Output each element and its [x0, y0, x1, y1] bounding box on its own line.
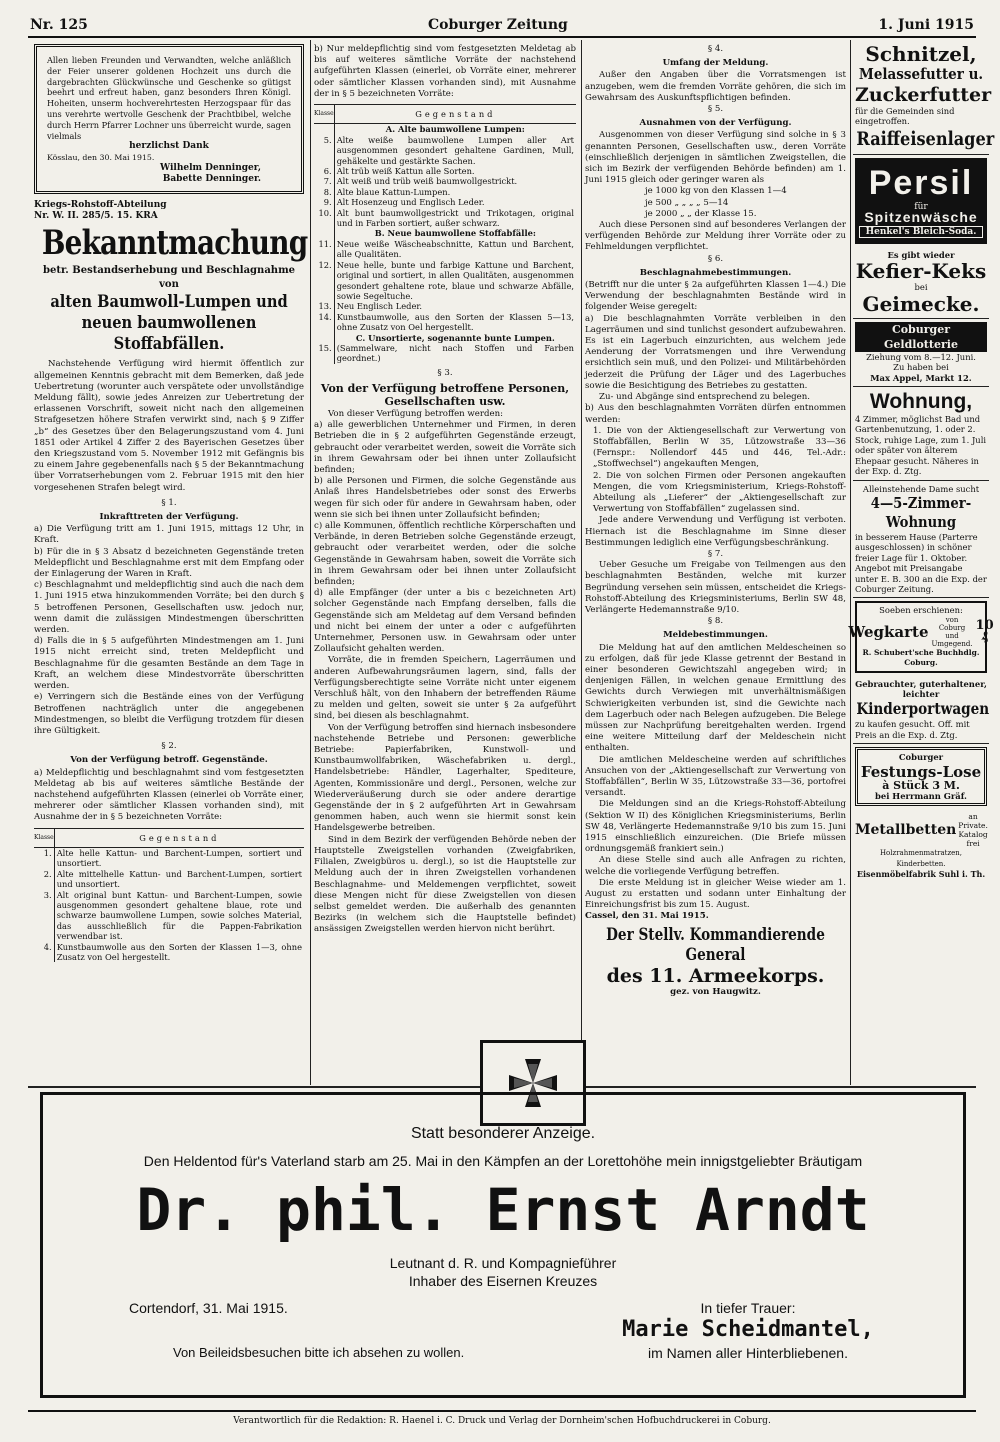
- ad-feed: [853, 40, 995, 155]
- list-item: b) alle Personen und Firmen, die solche Gegenstände aus Anlaß ihres Handelsbetriebes oder sonst des Erwerbs wegen für sich oder für andere in Gewahrsam haben, oder wenn sie sich bei ihnen unter Zollaufsicht befinden;: [314, 476, 576, 520]
- ad-text: Max Appel, Markt 12.: [870, 372, 972, 383]
- section-8-text-1: Die Meldung hat auf den amtlichen Meldescheinen so zu erfolgen, daß für jede Klasse getrennt der Bestand in einer besonderen Gewichtszahl angegeben wird; in denjenigen Fällen, in welchen genaue Ermittlung des Gewichts durch Verwiegen mit unverhältnismäßigen Schwierigkeiten verbunden ist, sind die Gewichte nach dem Lagerbuch oder nach Belegen aufzugeben. Die Belege müssen zur Nachprüfung bereitgehalten werden. Irgend eine weitere Mitteilung darf der Meldeschein nicht enthalten.: [585, 642, 846, 754]
- announcement-subtitle-2: alten Baumwoll-Lumpen und neuen baumwollenen Stoffabfällen.: [50, 292, 288, 355]
- section-3-para-1: Vorräte, die in fremden Speichern, Lagerräumen und anderen Aufbewahrungsräumen lagern, sind, falls der Verfügungsberechtigte seine Vorräte nicht unter eigenem Verschluß hält, von den Inhabern der betreffenden Räume zu melden und gelten, soweit sie unter § 2a aufgeführt sind, bei diesen als beschlagnahmt.: [314, 655, 576, 722]
- ad-wegkarte: [848, 601, 994, 672]
- memorial-place-date: Cortendorf, 31. Mai 1915.: [129, 1300, 288, 1316]
- ad-text: Ziehung vom 8.—12. Juni.: [866, 351, 976, 362]
- ad-text: in besserem Hause (Parterre ausgeschlossen) in schöner freier Lage für 1. Oktober. Angebot mit Preisangabe unter E. B. 300 an die Exp. der Coburger Zeitung.: [855, 531, 987, 594]
- section-8-text-3: Die Meldungen sind an die Kriegs-Rohstoff-Abteilung (Sektion W II) des Königlichen Kriegsministeriums, Berlin SW 48, Verlängerte Hedemannstraße 9/10 bis zum 15. Juni 1915 einschließlich einzureichen. (Die Briefe müssen ordnungsgemäß frankiert sein.): [585, 799, 846, 855]
- ad-text: für: [914, 201, 928, 212]
- table-cell: 11.: [314, 239, 334, 260]
- table-cell: 8.: [314, 187, 334, 197]
- decree-number: Nr. W. II. 285/5. 15. KRA: [34, 211, 158, 222]
- thanks-signature-2: Babette Denninger.: [162, 173, 261, 184]
- section-7-text: Ueber Gesuche um Freigabe von Teilmengen aus den beschlagnahmten Beständen, welche mit kurzer Begründung versehen sein müssen, entscheidet die Kriegs-Rohstoff-Abteilung des Kriegsministeriums, Berlin SW 48, Verlängerte Hedemannstraße 9/10.: [585, 560, 846, 615]
- memorial-rank: Leutnant d. R. und Kompagnieführer: [389, 1255, 617, 1271]
- section-6-number: § 6.: [707, 253, 724, 264]
- section-8-title: Meldebestimmungen.: [663, 630, 768, 641]
- category-b: B. Neue baumwollene Stoffabfälle:: [374, 228, 536, 239]
- section-2-number: § 2.: [161, 741, 177, 752]
- column-3: [585, 44, 846, 1084]
- section-5-number: § 5.: [707, 104, 724, 115]
- thanks-dank: herzlichst Dank: [129, 141, 209, 152]
- table-cell: 6.: [314, 166, 334, 176]
- table-header-gegenstand: Gegenstand: [334, 105, 576, 124]
- memorial-bride: Marie Scheidmantel,: [622, 1317, 874, 1342]
- section-2a-text: a) Meldepflichtig und beschlagnahmt sind vom festgesetzten Meldetag ab bis auf weiteres sämtliche Bestände der nachstehend aufgeführten Klassen (einerlei ob Vorräte einer, mehrerer oder sämtlicher Klassen vorhanden sind), mit Ausnahme der in § 5 bezeichneten Vorräte:: [34, 767, 304, 823]
- column-2: [314, 44, 576, 1084]
- table-row: [314, 239, 576, 260]
- ad-headline: Coburger Geldlotterie: [855, 322, 987, 352]
- table-cell: 7.: [314, 176, 334, 186]
- list-item: c) Beschlagnahmt und meldepflichtig sind auch die nach dem 1. Juni 1915 etwa hinzukommenden Vorräte; bei den durch § 5 betroffenen Personen, Gesellschaften usw. jedoch nur, wenn damit die zulässigen Mindestmengen überschritten werden.: [34, 580, 304, 636]
- section-8-text-2: Die amtlichen Meldescheine werden auf schriftliches Ansuchen von der „Aktiengesellschaft zur Verwertung von Stoffabfällen“, Berlin W 35, Lützowstraße 33—36, portofrei versandt.: [585, 754, 846, 799]
- ad-headline: Melassefutter u.: [858, 65, 984, 83]
- issue-number: Nr. 125: [30, 17, 88, 33]
- table-header-gegenstand: Gegenstand: [54, 828, 304, 847]
- ad-text: bei: [914, 282, 928, 293]
- table-row: [314, 343, 576, 364]
- table-row: [34, 942, 304, 963]
- list-item: 1. Die von der Aktiengesellschaft zur Verwertung von Stoffabfällen, Berlin W 35, Lützowstraße 33—36 (Fernspr.: Nollendorf 445 und 446, Tel.-Adr.: „Stoffwechsel“) angekauften Mengen,: [593, 425, 846, 470]
- thanks-signature-1: Wilhelm Denninger,: [160, 162, 261, 173]
- table-cell: (Sammelware, nicht nach Stoffen und Farben geordnet.): [336, 342, 574, 364]
- table-cell: Alt Hosenzeug und Englisch Leder.: [336, 197, 485, 208]
- table-row: [314, 166, 576, 176]
- ad-headline: 4—5-Zimmer-Wohnung: [870, 493, 972, 531]
- column-1: [34, 44, 308, 1084]
- list-item: 2. Die von solchen Firmen oder Personen angekauften Mengen, die vom Kriegsministerium, Kriegs-Rohstoff-Abteilung als „Lieferer“ der „Aktiengesellschaft zur Verwertung von Stoffabfällen“ zugelassen sind.: [593, 470, 846, 515]
- ad-lottery: [853, 319, 989, 387]
- section-3-intro: Von dieser Verfügung betroffen werden:: [328, 408, 504, 419]
- ad-kinderwagen: [853, 676, 989, 745]
- paper-title: Coburger Zeitung: [428, 17, 568, 33]
- list-item: je 1000 kg von den Klassen 1—4: [645, 186, 787, 197]
- list-item: b) Für die in § 3 Absatz d bezeichneten Gegenstände treten Meldepflicht und Beschlagnahme erst mit dem Empfang oder der Einlagerung der Waren in Kraft.: [34, 546, 304, 580]
- table-cell: 2.: [34, 869, 54, 890]
- section-8-number: § 8.: [707, 616, 724, 627]
- ad-headline: Zuckerfutter: [855, 84, 992, 106]
- decree-place-date: Cassel, den 31. Mai 1915.: [585, 911, 709, 922]
- signature-general: Der Stellv. Kommandierende General: [606, 924, 825, 965]
- section-1-number: § 1.: [161, 497, 177, 508]
- section-3-number: § 3.: [437, 367, 453, 378]
- section-3-list: [314, 420, 576, 655]
- table-row: [314, 208, 576, 229]
- ad-headline: Kefier-Keks: [855, 259, 987, 284]
- ad-text: Gebrauchter, guterhaltener, leichter: [855, 678, 987, 699]
- ad-headline: Metallbetten: [855, 822, 957, 839]
- class-table-a: [34, 828, 304, 963]
- table-row: [314, 197, 576, 207]
- ad-headline: Raiffeisenlager: [856, 127, 995, 150]
- ad-headline: Kinderportwagen: [856, 699, 990, 719]
- ad-wohnung: [853, 387, 989, 480]
- memorial-name: Dr. phil. Ernst Arndt: [136, 1176, 870, 1244]
- table-row: [314, 135, 576, 166]
- section-5-list: [585, 186, 846, 220]
- section-2b-text: b) Nur meldepflichtig sind vom festgesetzten Meldetag ab bis auf weiteres sämtliche Vorräte der nachstehend aufgeführten Klassen (einerlei, ob Vorräte einer, mehrerer oder sämtlicher Klassen vorhanden sind), mit Ausnahme der in § 5 bezeichneten Vorräte:: [314, 44, 576, 99]
- list-item: d) Falls die in § 5 aufgeführten Mindestmengen am 1. Juni 1915 nicht erreicht sind, treten Meldepflicht und Beschlagnahme für die gesamten Bestände an dem Tage in Kraft, an welchem diese Mindestvorräte überschritten werden.: [34, 636, 304, 692]
- masthead: [28, 16, 976, 38]
- memorial-note: Von Beileidsbesuchen bitte ich absehen zu wollen.: [173, 1345, 465, 1360]
- ad-price: à Stück 3 M.: [882, 778, 960, 792]
- ad-text: R. Schubert'sche Buchhdlg. Coburg.: [862, 647, 980, 668]
- table-cell: Alt weiß und trüb weiß baumwollgestrickt.: [336, 176, 518, 187]
- column-rule: [581, 40, 582, 1085]
- list-item: je 2000 „ „ der Klasse 15.: [645, 208, 757, 219]
- class-table-b: [314, 104, 576, 364]
- table-header-klasse: Klasse: [34, 828, 54, 847]
- table-cell: Neue helle, bunte und farbige Kattune und Barchent, original und sortiert, in allen Qualitäten, ausgenommen gesondert gehaltene rote, blaue und schwarze Abfälle, sowie Segeltuche.: [336, 259, 574, 301]
- table-cell: Neue weiße Wäscheabschnitte, Kattun und Barchent, alle Qualitäten.: [336, 238, 574, 260]
- section-1-title: Inkrafttreten der Verfügung.: [99, 512, 239, 523]
- table-cell: 9.: [314, 197, 334, 207]
- section-5-text-2: Auch diese Personen sind auf besonderes Verlangen der verfügenden Behörde zur Meldung ihrer Vorräte oder zu Fehlmeldungen verpflichtet.: [585, 220, 846, 253]
- announcement-subtitle-1: betr. Bestandserhebung und Beschlagnahme von: [42, 265, 296, 291]
- table-cell: Kunstbaumwolle, aus den Sorten der Klassen 5—13, ohne Zusatz von Oel hergestellt.: [336, 311, 574, 333]
- announcement-title: Bekanntmachung: [41, 223, 308, 264]
- ad-text: Holzrahmenmatratzen, Kinderbetten.: [879, 849, 963, 868]
- table-cell: Alte weiße baumwollene Lumpen aller Art ausgenommen gesondert gehaltene Gardinen, Mull, gehäkelte und gestärkte Sachen.: [336, 134, 574, 166]
- ad-kefir: [853, 247, 989, 319]
- table-cell: 14.: [314, 312, 334, 333]
- list-item: a) alle gewerblichen Unternehmer und Firmen, in deren Betrieben die in § 2 aufgeführten Gegenstände erzeugt, gebraucht oder verarbeitet werden, soweit die Vorräte sich in ihrem Gewahrsam oder bei ihnen unter Zollaufsicht befinden;: [314, 420, 576, 475]
- ad-headline: Schnitzel,: [865, 42, 977, 66]
- section-5-text: Ausgenommen von dieser Verfügung sind solche in § 3 genannten Personen, Gesellschaften usw., deren Vorräte (einschließlich derjenigen in sämtlichen Zweigstellen, die sich im Bezirk der verfügenden Behörde befinden) am 1. Juni 1915 gleich oder geringer waren als: [585, 130, 846, 186]
- table-cell: Alt trüb weiß Kattun alle Sorten.: [336, 166, 475, 177]
- memorial-decoration: Inhaber des Eisernen Kreuzes: [408, 1273, 598, 1289]
- section-5-title: Ausnahmen von der Verfügung.: [639, 118, 792, 129]
- section-6-list: [585, 314, 846, 549]
- table-cell: 13.: [314, 301, 334, 311]
- thanks-place: Kösslau, den 30. Mai 1915.: [47, 152, 155, 162]
- list-item: d) alle Empfänger (der unter a bis c bezeichneten Art) solcher Gegenstände nach Empfang derselben, falls die Gegenstände sich am Meldetag auf dem Versand befinden und nicht bei einem der unter a oder c aufgeführten Unternehmer, Personen usw. in Gewahrsam oder unter Zollaufsicht gehalten werden.: [314, 588, 576, 655]
- section-6-title: Beschlagnahmebestimmungen.: [639, 267, 792, 278]
- ad-dame: [853, 481, 989, 599]
- category-a: A. Alte baumwollene Lumpen:: [385, 124, 525, 135]
- table-cell: 12.: [314, 260, 334, 302]
- table-cell: 3.: [34, 890, 54, 942]
- persil-logo: Persil: [868, 163, 974, 202]
- list-item: c) alle Kommunen, öffentlich rechtliche Körperschaften und Verbände, in deren Betrieben solche Gegenstände erzeugt, gebraucht oder verarbeitet werden, oder die solche Gegenstände in Gewahrsam haben, soweit die Vorräte sich in ihrem Gewahrsam oder bei ihnen unter Zollaufsicht befinden;: [314, 521, 576, 588]
- section-8-text-5: Die erste Meldung ist in gleicher Weise wieder am 1. August zu erstatten und sodann unter Einhaltung der Einreichungsfrist bis zum 15. August.: [585, 877, 846, 911]
- table-cell: Alte helle Kattun- und Barchent-Lumpen, sortiert und unsortiert.: [56, 847, 302, 869]
- memorial-family: im Namen aller Hinterbliebenen.: [648, 1345, 848, 1361]
- list-item: a) Die Verfügung tritt am 1. Juni 1915, mittags 12 Uhr, in Kraft.: [34, 524, 304, 546]
- list-item: Jede andere Verwendung und Verfügung ist verboten. Hiernach ist die Beschlagnahme im Sinne dieser Bestimmungen lediglich eine Verfügungsbeschränkung.: [585, 515, 846, 548]
- thanks-notice: [34, 44, 304, 194]
- section-3-para-2: Von der Verfügung betroffen sind hiernach insbesondere nachstehende Betriebe und Personen: gewerbliche Betriebe: Papierfabriken, Kunstwoll- und Kunstbaumwollfabriken, Wäschefabriken u. dergl., Handelsbetriebe: Händler, Lagerhalter, Spediteure, Agenten, Kommissionäre und dergl., Personen, welche zur Wiederveräußerung durch sie oder andere derartige Gegenstände der in § 2 aufgeführten Art in Gewahrsam genommen haben, auch wenn sie hiermit sonst kein Handelsgewerbe betreiben.: [314, 722, 576, 834]
- category-c: C. Unsortierte, sogenannte bunte Lumpen.: [355, 332, 555, 343]
- memorial-trauer: In tiefer Trauer:: [700, 1300, 796, 1316]
- table-row: [314, 176, 576, 186]
- section-4-title: Umfang der Meldung.: [662, 58, 769, 69]
- ad-text: Soeben erschienen:: [879, 605, 963, 616]
- table-row: [314, 260, 576, 302]
- section-1-list: [34, 524, 304, 737]
- section-6-text: (Betrifft nur die unter § 2a aufgeführten Klassen 1—4.) Die Verwendung der beschlagnahmten Bestände wird in folgender Weise geregelt:: [585, 280, 846, 313]
- table-row: [314, 301, 576, 311]
- signature-name: gez. von Haugwitz.: [670, 986, 761, 997]
- section-8-text-4: An diese Stelle sind auch alle Anfragen zu richten, welche die vorliegende Verfügung betreffen.: [585, 855, 846, 877]
- table-row: [314, 312, 576, 333]
- list-item: Zu- und Abgänge sind entsprechend zu belegen.: [599, 392, 811, 403]
- issue-date: 1. Juni 1915: [878, 17, 974, 33]
- table-cell: Neu Englisch Leder.: [336, 301, 423, 312]
- ad-price: 10 ₰: [975, 618, 994, 644]
- ad-headline: Wegkarte: [848, 622, 929, 641]
- ad-text: Henkel's Bleich-Soda.: [859, 226, 983, 238]
- table-cell: 4.: [34, 942, 54, 963]
- section-4-text: Außer den Angaben über die Vorratsmengen ist anzugeben, wem die fremden Vorräte gehören, die sich im Gewahrsam des Auskunftspflichtigen befinden.: [585, 70, 846, 103]
- section-3-para-3: Sind in dem Bezirk der verfügenden Behörde neben der Hauptstelle Zweigstellen vorhanden (Zweigfabriken, Filialen, Zweigbüros u. dergl.), so ist die Hauptstelle zur Meldung auch der in ihren Zweigstellen vorhandenen Beschlagnahme- und Meldemengen verpflichtet, soweit diese Mengen nicht für diese Zweigstellen von diesen selbst gemeldet werden. Die außerhalb des genannten Bezirks (in welchem sich die Hauptstelle befindet) ansässigen Zweigstellen werden hiervon nicht berührt.: [314, 834, 576, 935]
- ad-text: an Private. Katalog frei: [958, 812, 988, 849]
- ad-text: Alleinstehende Dame sucht: [862, 483, 980, 494]
- ad-text: zu kaufen gesucht. Off. mit Preis an die Exp. d. Ztg.: [855, 719, 970, 740]
- ads-column: [848, 40, 995, 1085]
- memorial-notice: [40, 1092, 966, 1398]
- table-cell: Kunstbaumwolle aus den Sorten der Klassen 1—3, ohne Zusatz von Oel hergestellt.: [56, 941, 302, 962]
- ad-festungslose: [855, 747, 987, 806]
- section-3-title: Von der Verfügung betroffene Personen, Gesellschaften usw.: [320, 381, 570, 408]
- ad-text: von Coburg und Umgegend.: [931, 615, 973, 648]
- table-cell: Alt original bunt Kattun- und Barchent-Lumpen, sowie ausgenommen gesondert gehaltene blaue, rote und schwarze baumwollene Lumpen, sowie solches Material, das ausschließlich für die Pappen-Fabrikation verwendbar ist.: [56, 889, 302, 942]
- ad-text: Coburger: [898, 752, 944, 763]
- announcement-intro: Nachstehende Verfügung wird hiermit öffentlich zur allgemeinen Kenntnis gebracht mit dem Bemerken, daß jede Uebertretung (worunter auch verspätete oder unvollständige Meldung fällt), sowie jedes Anreizen zur Uebertretung der erlassenen Vorschrift, soweit nicht nach den allgemeinen Strafgesetzen höhere Strafen verwirkt sind, nach § 9 Ziffer „b“ des Gesetzes über den Belagerungszustand vom 4. Juni 1851 oder Artikel 4 Ziffer 2 des Bayerischen Gesetzes über den Kriegszustand vom 5. November 1912 mit Gefängnis bis zu einem Jahre gegebenenfalls nach § 5 der Bekanntmachung über Vorratserhebungen vom 2. Februar 1915 mit den hier vorgesehenen Strafen belegt wird.: [34, 359, 304, 493]
- list-item: b) Aus den beschlagnahmten Vorräten dürfen entnommen werden:: [585, 403, 846, 425]
- table-row: [314, 187, 576, 197]
- table-cell: Alt bunt baumwollgestrickt und Trikotagen, original und in Farben sortiert, außer schwarz.: [336, 207, 574, 229]
- column-rule: [850, 40, 851, 1085]
- list-item: e) Verringern sich die Bestände eines von der Verfügung Betroffenen nachträglich unter die angegebenen Mindestmengen, so bleibt die Verfügung trotzdem für diesen ihre Gültigkeit.: [34, 692, 304, 736]
- column-rule: [310, 40, 311, 1085]
- imprint-footer: Verantwortlich für die Redaktion: R. Haenel i. C. Druck und Verlag der Dornheim'schen Hofbuchdruckerei in Coburg.: [28, 1410, 976, 1426]
- ad-text: für die Gemeinden sind eingetroffen.: [855, 106, 955, 127]
- table-cell: 15.: [314, 343, 334, 364]
- table-cell: 10.: [314, 208, 334, 229]
- table-header-klasse: Klasse: [314, 105, 334, 124]
- table-cell: 1.: [34, 847, 54, 868]
- section-4-number: § 4.: [707, 44, 724, 54]
- ad-persil: [855, 158, 987, 244]
- ad-headline: Festungs-Lose: [860, 762, 982, 781]
- table-cell: 5.: [314, 135, 334, 166]
- table-row: [34, 890, 304, 942]
- table-row: [34, 869, 304, 890]
- ad-headline: Wohnung,: [869, 390, 973, 414]
- ad-text: Eisenmöbelfabrik Suhl i. Th.: [856, 869, 986, 880]
- list-item: je 500 „ „ „ „ 5—14: [645, 197, 729, 208]
- ad-text: bei Herrmann Gräf.: [875, 791, 967, 801]
- thanks-text: Allen lieben Freunden und Verwandten, welche anläßlich der Feier unserer goldenen Hochzeit uns durch die dargebrachten Glückwünsche und Geschenke so gütigst beehrt und erfreut haben, ganz besonders Ihren Königl. Hoheiten, unserm hochverehrtesten Herzogspaar für das uns verehrte wertvolle Geschenk der Prachtbibel, welche durch Herrn Pfarrer Lochner uns überreicht wurde, sagen vielmals: [47, 55, 291, 141]
- ad-text: Zu haben bei: [893, 362, 949, 373]
- department-line: Kriegs-Rohstoff-Abteilung: [34, 200, 167, 210]
- table-cell: Alte blaue Kattun-Lumpen.: [336, 186, 451, 197]
- memorial-heading: Statt besonderer Anzeige.: [410, 1125, 596, 1142]
- list-item: a) Die beschlagnahmten Vorräte verbleiben in den Lagerräumen und sind tunlichst gesondert aufzubewahren. Es ist ein Lagerbuch einzurichten, aus welchem jede Aenderung der Vorratsmengen und ihre Verwendung ersichtlich sein muß, und den Polizei- und Militärbehörden jederzeit die Prüfung der Läger und des Lagerbuches sowie die Besichtigung des Betriebes zu gestatten.: [585, 313, 846, 391]
- ad-headline: Spitzenwäsche: [864, 209, 978, 226]
- table-row: [34, 847, 304, 868]
- ad-metallbetten: [853, 809, 989, 882]
- ad-headline: Geimecke.: [862, 291, 980, 316]
- section-2-title: Von der Verfügung betroff. Gegenstände.: [70, 755, 268, 766]
- memorial-announcement: Den Heldentod für's Vaterland starb am 25. Mai in den Kämpfen an der Lorettohöhe mein innigstgeliebter Bräutigam: [143, 1153, 863, 1169]
- table-cell: Alte mittelhelle Kattun- und Barchent-Lumpen, sortiert und unsortiert.: [56, 868, 302, 890]
- signature-corps: des 11. Armeekorps.: [606, 964, 825, 987]
- section-7-number: § 7.: [707, 548, 724, 559]
- ad-text: 4 Zimmer, möglichst Bad und Gartenbenutzung, 1. oder 2. Stock, ruhige Lage, zum 1. Juli oder später von älterem Ehepaar gesucht. Näheres in der Exp. d. Ztg.: [855, 414, 987, 477]
- ad-text: Es gibt wieder: [887, 250, 955, 261]
